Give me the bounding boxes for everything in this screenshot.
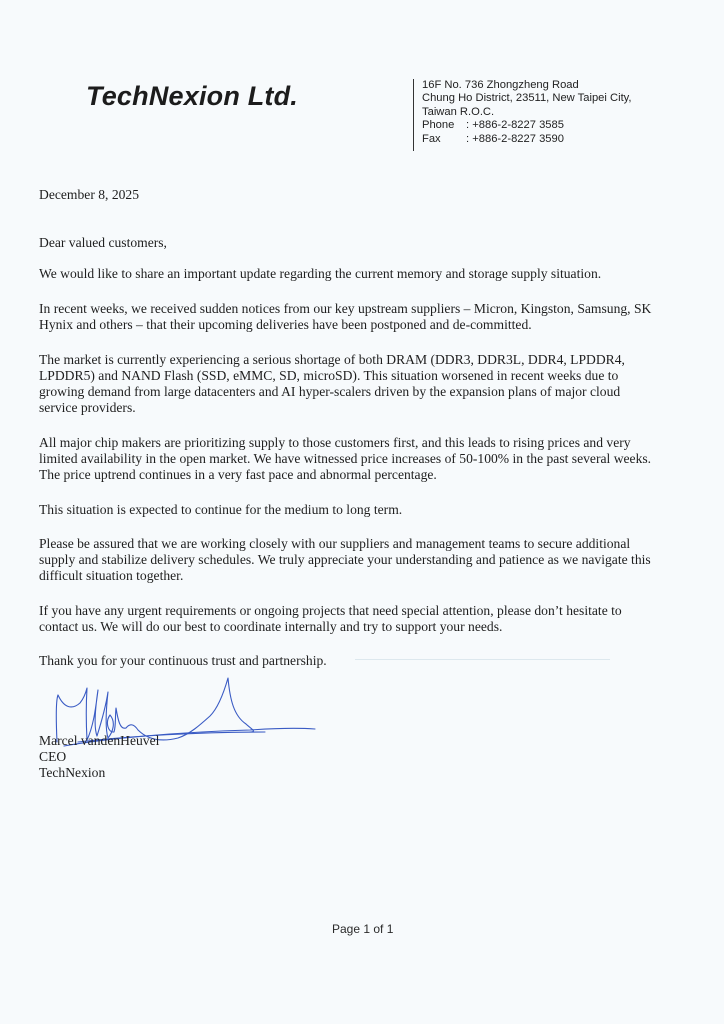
body-line: Hynix and others – that their upcoming deliveries have been postponed and de-committed. [39, 317, 532, 332]
phone-label: Phone [422, 119, 455, 132]
page-number: Page 1 of 1 [332, 922, 394, 936]
address-line-2: Chung Ho District, 23511, New Taipei City, [422, 92, 632, 105]
body-line: difficult situation together. [39, 568, 184, 583]
signer-name: Marcel vandenHeuvel [39, 733, 160, 748]
faint-rule [355, 659, 610, 660]
fax-label: Fax [422, 132, 441, 145]
body-line: We would like to share an important update regarding the current memory and storage supply situation. [39, 266, 602, 281]
address-line-3: Taiwan R.O.C. [422, 105, 495, 118]
phone-number: : +886-2-8227 3585 [466, 119, 564, 132]
body-line: contact us. We will do our best to coordinate internally and try to support your needs. [39, 619, 503, 634]
body-line: In recent weeks, we received sudden notices from our key upstream suppliers – Micron, Kingston, Samsung, SK [39, 301, 652, 316]
address-block [413, 79, 632, 151]
company-logo-text: TechNexion Ltd. [86, 81, 299, 111]
body-line: All major chip makers are prioritizing supply to those customers first, and this leads to rising prices and very [39, 435, 631, 450]
body-line: growing demand from large datacenters and AI hyper-scalers driven by the expansion plans of major cloud [39, 384, 621, 399]
fax-row [422, 133, 632, 146]
signer-title: CEO [39, 749, 67, 764]
fax-number: : +886-2-8227 3590 [466, 132, 564, 145]
body-line: If you have any urgent requirements or ongoing projects that need special attention, please don’t hesitate to [39, 603, 622, 618]
signer-company: TechNexion [39, 765, 106, 780]
body-line: LPDDR5) and NAND Flash (SSD, eMMC, SD, microSD). This situation worsened in recent weeks due to [39, 368, 619, 383]
salutation: Dear valued customers, [39, 235, 167, 250]
body-line: Please be assured that we are working closely with our suppliers and management teams to secure additional [39, 536, 631, 551]
body-line: limited availability in the open market. We have witnessed price increases of 50-100% in the past several weeks. [39, 451, 652, 466]
letter-date: December 8, 2025 [39, 187, 140, 202]
body-line: supply and stabilize delivery schedules. We truly appreciate your understanding and patience as we navigate this [39, 552, 651, 567]
closing-line: Thank you for your continuous trust and partnership. [39, 653, 327, 668]
address-line-1: 16F No. 736 Zhongzheng Road [422, 79, 579, 91]
body-line: service providers. [39, 400, 136, 415]
body-line: The market is currently experiencing a serious shortage of both DRAM (DDR3, DDR3L, DDR4, LPDDR4, [39, 352, 625, 367]
phone-row [422, 119, 632, 132]
body-line: This situation is expected to continue for the medium to long term. [39, 502, 403, 517]
body-line: The price uptrend continues in a very fast pace and abnormal percentage. [39, 467, 437, 482]
